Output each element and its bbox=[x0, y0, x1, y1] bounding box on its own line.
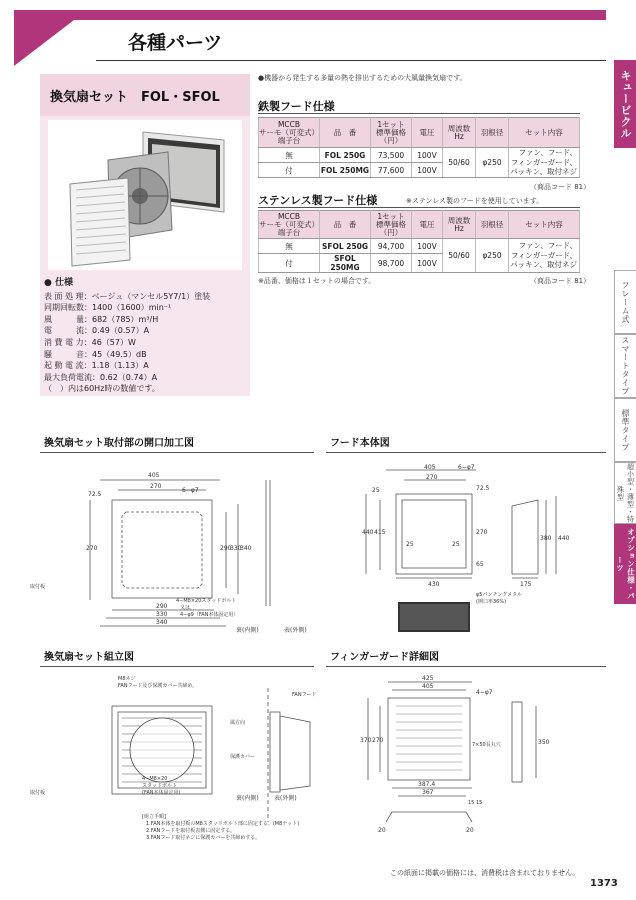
th-freq: 周波数 Hz bbox=[443, 211, 476, 239]
th-blade: 羽根径 bbox=[476, 211, 509, 239]
stainless-code: （商品コード 81） bbox=[530, 277, 591, 285]
th-blade: 羽根径 bbox=[476, 118, 509, 148]
stainless-hood-title: ステンレス製フード仕様 bbox=[258, 194, 378, 207]
iron-hood-rule bbox=[258, 113, 580, 114]
asm-label: (FAN本体固定用) bbox=[142, 790, 181, 796]
dim-label: 25 bbox=[372, 487, 380, 494]
dim-label: 340 bbox=[240, 545, 252, 552]
dim-label: 405 bbox=[424, 464, 436, 471]
section-cutout-title: 換気扇セット取付部の開口加工図 bbox=[44, 438, 194, 449]
cell-voltage: 100V bbox=[412, 163, 443, 178]
th-freq: 周波数 Hz bbox=[443, 118, 476, 148]
asm-label: FANフード及び保護カバー共締め。 bbox=[118, 683, 198, 689]
side-tab-smart[interactable]: スマートタイプ bbox=[614, 334, 636, 398]
dim-label: 175 bbox=[520, 581, 532, 588]
cell-blade: φ250 bbox=[476, 239, 509, 273]
dim-label: 405 bbox=[148, 472, 160, 479]
cell-price: 73,500 bbox=[371, 148, 412, 163]
th-mccb: MCCB サーモ（可変式） 端子台 bbox=[259, 118, 320, 148]
page-number: 1373 bbox=[590, 878, 618, 889]
asm-step: 1.FAN本体を取付板のM8スタッドボルト部に固定する。(M8ナット) bbox=[146, 821, 300, 827]
iron-hood-code: （商品コード 81） bbox=[530, 183, 591, 191]
dim-label: 25 bbox=[406, 541, 414, 548]
cell-price: 77,600 bbox=[371, 163, 412, 178]
dim-label: 270 bbox=[150, 483, 162, 490]
section-finger-title: フィンガーガード詳細図 bbox=[330, 652, 439, 663]
dim-label: 440 bbox=[558, 535, 570, 542]
table-row bbox=[259, 239, 580, 254]
dim-label: 330 bbox=[230, 545, 242, 552]
dim-label: 340 bbox=[156, 619, 168, 626]
dim-label: 4−M8×20スタッドボルト bbox=[176, 598, 237, 604]
dim-label: 又は、 bbox=[180, 605, 196, 611]
cell-mccb: 付 bbox=[259, 163, 320, 178]
spec-line: 騒 音：45（49.5）dB bbox=[44, 349, 147, 359]
dim-label: 裏(内側) bbox=[236, 627, 259, 634]
dim-label: φ5パンチングメタル bbox=[476, 592, 523, 598]
cutout-drawing bbox=[30, 460, 320, 640]
th-mccb: MCCB サーモ（可変式） 端子台 bbox=[259, 211, 319, 237]
section-hood-title: フード本体図 bbox=[330, 438, 390, 449]
iron-hood-title: 鉄製フード仕様 bbox=[258, 100, 335, 113]
dim-label: 405 bbox=[422, 683, 434, 690]
dim-label: 367 bbox=[422, 789, 434, 796]
dim-label: 270 bbox=[426, 474, 438, 481]
cell-part: SFOL 250MG bbox=[320, 254, 371, 273]
th-part: 品 番 bbox=[320, 211, 371, 239]
spec-line: 最大負荷電流：0.62（0.74）A bbox=[44, 372, 158, 382]
cell-contents: ファン、フード、 フィンガーガード、 パッキン、取付ネジ bbox=[509, 148, 580, 178]
side-tab-option[interactable]: オプション仕様・パーツ bbox=[614, 524, 636, 604]
cell-part: FOL 250G bbox=[320, 148, 371, 163]
cell-mccb: 無 bbox=[259, 148, 320, 163]
section-assembly-title: 換気扇セット組立図 bbox=[44, 652, 134, 663]
asm-label: 4−M8×20 bbox=[142, 776, 168, 782]
asm-label: 取付板 bbox=[30, 790, 46, 796]
dim-label: 20 bbox=[466, 827, 474, 834]
spec-line: （ ）内は60Hz時の数値です。 bbox=[44, 384, 160, 394]
th-voltage: 電圧 bbox=[412, 118, 443, 148]
th-price: 1セット 標準価格 （円） bbox=[371, 211, 412, 239]
side-tab-frame[interactable]: フレーム式 bbox=[614, 270, 636, 334]
dim-label: 370 bbox=[360, 737, 372, 744]
dim-label: 15 bbox=[476, 800, 483, 806]
intro-note: ●機器から発生する多量の熱を排出するための大風量換気扇です。 bbox=[258, 74, 467, 82]
asm-label: FANフード bbox=[292, 692, 317, 698]
header-rule bbox=[96, 60, 606, 61]
dim-label: 6−φ7 bbox=[182, 487, 199, 494]
cell-part: FOL 250MG bbox=[320, 163, 371, 178]
cell-mccb: 付 bbox=[259, 254, 320, 273]
cell-price: 94,700 bbox=[371, 239, 412, 254]
asm-label: 表(外側) bbox=[274, 795, 297, 802]
cell-voltage: 100V bbox=[412, 239, 443, 254]
asm-label: スタッドボルト bbox=[142, 783, 178, 789]
iron-hood-table bbox=[258, 117, 580, 178]
th-contents: セット内容 bbox=[509, 211, 580, 239]
stainless-hood-table bbox=[258, 210, 580, 273]
section-rule bbox=[326, 452, 606, 453]
cell-voltage: 100V bbox=[412, 148, 443, 163]
dim-label: 270 bbox=[372, 737, 384, 744]
fan-set-image bbox=[48, 120, 242, 270]
asm-step: [組立手順] bbox=[142, 814, 166, 820]
header-accent bbox=[14, 20, 74, 66]
cell-part: SFOL 250G bbox=[320, 239, 371, 254]
th-contents: セット内容 bbox=[509, 118, 580, 148]
dim-label: 20 bbox=[378, 827, 386, 834]
section-rule bbox=[326, 666, 606, 667]
footer-note: この紙面に掲載の価格には、消費税は含まれておりません。 bbox=[390, 869, 580, 877]
dim-label: 72.5 bbox=[476, 485, 490, 492]
asm-step: 2.FANフードを取付板表側に固定する。 bbox=[146, 828, 236, 834]
cell-freq: 50/60 bbox=[443, 148, 476, 178]
finger-guard-drawing bbox=[326, 672, 606, 852]
dim-label: 25 bbox=[452, 541, 460, 548]
stainless-footnote: ※品番、価格は１セットの場合です。 bbox=[258, 277, 376, 285]
dim-label: 表(外側) bbox=[284, 627, 307, 634]
product-photo bbox=[48, 120, 242, 270]
dim-label: 15 bbox=[468, 800, 475, 806]
table-row bbox=[259, 148, 580, 163]
dim-label: 430 bbox=[428, 581, 440, 588]
th-voltage: 電圧 bbox=[412, 211, 443, 239]
spec-line: 消 費 電 力：46（57）W bbox=[44, 337, 136, 347]
cell-mccb: 無 bbox=[259, 239, 320, 254]
asm-label: 裏(内側) bbox=[236, 795, 259, 802]
dim-label: 270 bbox=[86, 545, 98, 552]
dim-label: 取付板 bbox=[30, 584, 46, 590]
asm-label: M8ネジ bbox=[118, 676, 136, 682]
cell-price: 98,700 bbox=[371, 254, 412, 273]
dim-label: 65 bbox=[476, 561, 484, 568]
asm-label: 風方向 bbox=[230, 720, 246, 726]
hood-drawing bbox=[326, 460, 606, 640]
dim-label: 72.5 bbox=[88, 491, 102, 498]
dim-label: 7×50長丸穴 bbox=[472, 742, 501, 748]
dim-label: 415 bbox=[374, 529, 386, 536]
dim-label: 4−φ7 bbox=[476, 689, 493, 696]
spec-line: 表 面 処 理：ベージュ（マンセル5Y7/1）塗装 bbox=[44, 291, 211, 301]
th-part: 品 番 bbox=[320, 118, 371, 148]
side-tab-compact[interactable]: 超小型・薄型・特殊型 bbox=[614, 462, 636, 524]
side-tab-standard[interactable]: 標準タイプ bbox=[614, 398, 636, 462]
side-tab-cubicle[interactable]: キュービクル bbox=[614, 60, 636, 148]
section-rule bbox=[40, 452, 314, 453]
spec-line: 電 流：0.49（0.57）A bbox=[44, 326, 150, 336]
section-rule bbox=[40, 666, 314, 667]
spec-line: 風 量：682（785）m³/H bbox=[44, 314, 159, 324]
dim-label: 270 bbox=[476, 529, 488, 536]
dim-label: 387.4 bbox=[418, 781, 436, 788]
dim-label: 380 bbox=[540, 535, 552, 542]
cell-contents: ファン、フード、 フィンガーガード、 パッキン、取付ネジ bbox=[509, 239, 580, 273]
th-price: 1セット 標準価格 （円） bbox=[371, 118, 412, 148]
dim-label: 425 bbox=[422, 675, 434, 682]
spec-line: 同期回転数：1400（1600）min⁻¹ bbox=[44, 303, 172, 313]
dim-label: 290 bbox=[156, 603, 168, 610]
assembly-drawing bbox=[30, 672, 320, 852]
product-title: 換気扇セット FOL・SFOL bbox=[50, 90, 220, 105]
cell-voltage: 100V bbox=[412, 254, 443, 273]
cell-freq: 50/60 bbox=[443, 239, 476, 273]
asm-label: 保護カバー bbox=[230, 754, 256, 760]
dim-label: 350 bbox=[538, 739, 550, 746]
page-title: 各種パーツ bbox=[128, 32, 223, 54]
dim-label: 290 bbox=[220, 545, 232, 552]
dim-label: (開口率36%) bbox=[476, 599, 507, 605]
stainless-hood-rule bbox=[258, 207, 580, 208]
spec-heading: ● 仕様 bbox=[44, 278, 73, 288]
cell-blade: φ250 bbox=[476, 148, 509, 178]
spec-list bbox=[44, 278, 244, 395]
stainless-hood-note: ※ステンレス製のフードを使用しています。 bbox=[406, 197, 544, 205]
asm-step: 3.FANフード取付ネジに保護カバーを共締めする。 bbox=[146, 835, 261, 841]
spec-line: 起 動 電 流：1.18（1.13）A bbox=[44, 361, 149, 371]
header-bar bbox=[14, 10, 606, 20]
dim-label: 330 bbox=[156, 611, 168, 618]
dim-label: 4−φ9（FAN本体固定用） bbox=[180, 612, 239, 618]
dim-label: 440 bbox=[362, 529, 374, 536]
dim-label: 6−φ7 bbox=[458, 464, 475, 471]
